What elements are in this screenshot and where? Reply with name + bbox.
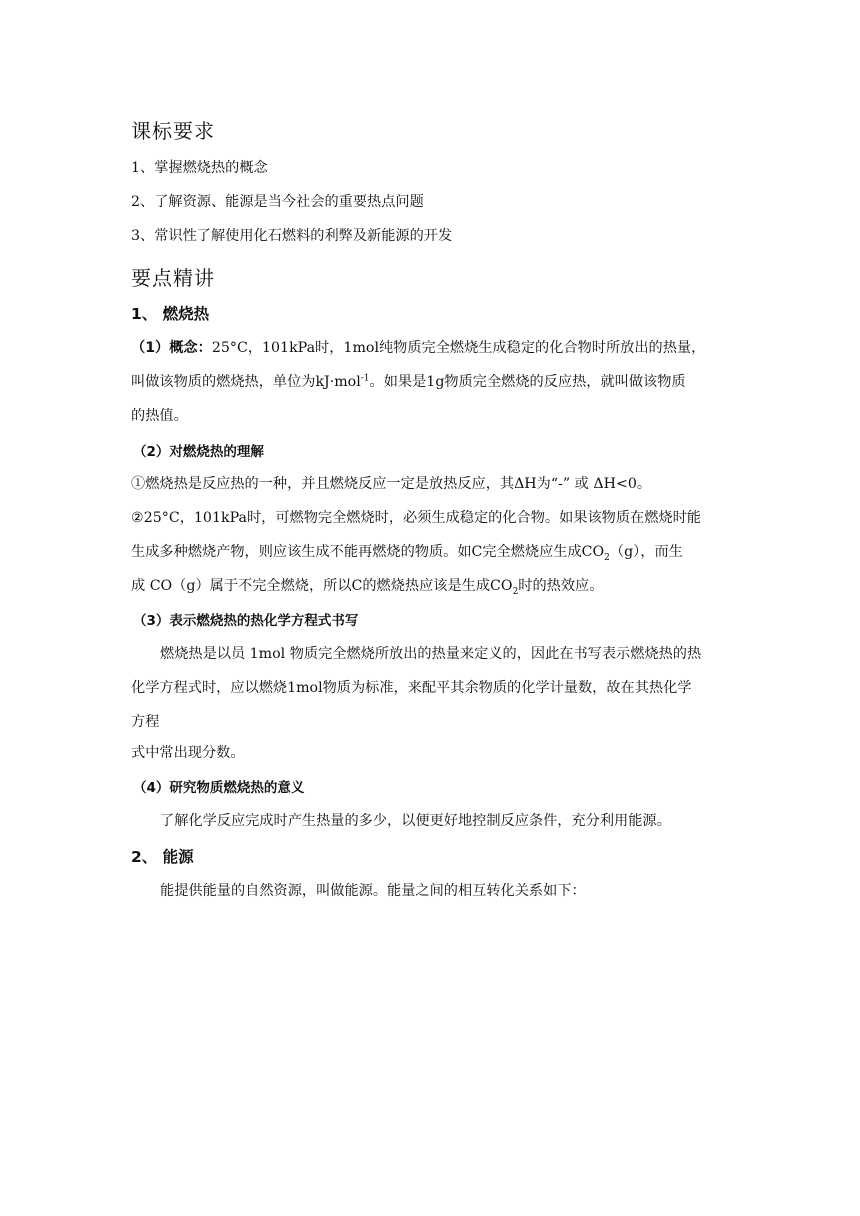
concept-text-2b: 。如果是1g物质完全燃烧的反应热，就叫做该物质: [369, 374, 686, 390]
understanding-text-4a: 成 CO（g）属于不完全燃烧，所以C的燃烧热应该是生成CO: [131, 578, 513, 594]
understanding-line-3: [131, 541, 683, 563]
significance-line-1: 了解化学反应完成时产生热量的多少，以便更好地控制反应条件，充分利用能源。: [160, 813, 671, 829]
subsection-title-nengyuan: 2、 能源: [131, 848, 194, 866]
understanding-line-2: ②25°C，101kPa时，可燃物完全燃烧时，必须生成稳定的化合物。如果该物质在燃烧时能: [131, 510, 701, 526]
equation-line-2: 化学方程式时，应以燃烧1mol物质为标准，来配平其余物质的化学计量数，故在其热化学: [131, 680, 692, 696]
equation-line-3: 方程: [131, 714, 160, 730]
understanding-line-1: ①燃烧热是反应热的一种，并且燃烧反应一定是放热反应，其ΔH为“-” 或 ΔH<0。: [131, 476, 652, 492]
concept-text-1: 25°C，101kPa时，1mol纯物质完全燃烧生成稳定的化合物时所放出的热量，: [211, 340, 706, 356]
section-title-yaodian: 要点精讲: [131, 266, 215, 290]
equation-line-4: 式中常出现分数。: [131, 745, 245, 761]
concept-text-2a: 叫做该物质的燃烧热，单位为kJ·mol: [131, 374, 361, 390]
equation-title: （3）表示燃烧热的热化学方程式书写: [133, 613, 359, 629]
concept-line-2: [131, 371, 686, 391]
section-title-kebiao: 课标要求: [131, 119, 215, 143]
unit-superscript: -1: [360, 373, 370, 384]
kebiao-item-2: 2、了解资源、能源是当今社会的重要热点问题: [131, 194, 424, 210]
co2-subscript-2: 2: [512, 586, 519, 597]
understanding-text-4b: 时的热效应。: [518, 578, 604, 594]
concept-line-1: [131, 337, 705, 357]
understanding-title: （2）对燃烧热的理解: [133, 444, 264, 460]
concept-label: （1）概念：: [131, 340, 212, 356]
understanding-text-3a: 生成多种燃烧产物，则应该生成不能再燃烧的物质。如C完全燃烧应生成CO: [131, 544, 605, 560]
kebiao-item-3: 3、常识性了解使用化石燃料的利弊及新能源的开发: [131, 228, 453, 244]
energy-line-1: 能提供能量的自然资源，叫做能源。能量之间的相互转化关系如下：: [160, 883, 586, 899]
understanding-text-3b: （g），而生: [609, 544, 683, 560]
equation-line-1: 燃烧热是以员 1mol 物质完全燃烧所放出的热量来定义的，因此在书写表示燃烧热的热: [160, 646, 702, 662]
subsection-title-ranshaore: 1、 燃烧热: [131, 305, 210, 323]
understanding-line-4: [131, 575, 603, 597]
co2-subscript: 2: [604, 552, 610, 563]
significance-title: （4）研究物质燃烧热的意义: [133, 780, 305, 796]
concept-line-3: 的热值。: [131, 408, 188, 424]
kebiao-item-1: 1、掌握燃烧热的概念: [131, 160, 268, 176]
